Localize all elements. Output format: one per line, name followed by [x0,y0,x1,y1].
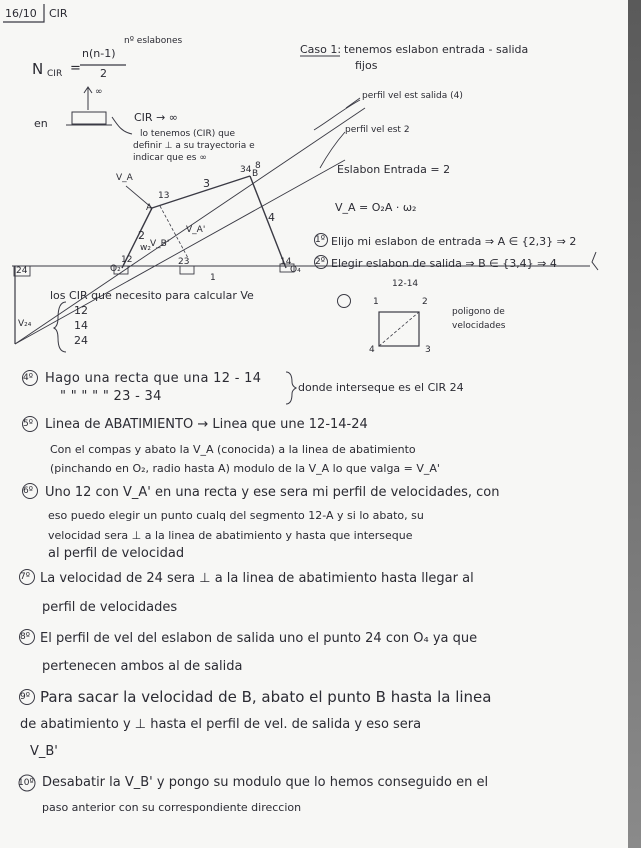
formula-equals: = [70,61,81,76]
cir-item-24: 24 [74,334,88,347]
slider-explanation-1: lo tenemos (CIR) que [140,129,236,139]
formula-lhs-sub: CIR [47,69,63,79]
label-n34: 34 [240,165,252,175]
note-eslabon-entrada: Eslabon Entrada = 2 [337,163,451,176]
polygon-corner-4: 4 [369,345,375,355]
step2-number: 2º [315,257,325,267]
polygon-caption-2: velocidades [452,321,506,331]
label-w2: w₂ [140,243,151,253]
slider-cir-label: CIR → ∞ [134,111,178,124]
label-o2: O₂ [110,264,121,274]
step5-line-1: Linea de ABATIMIENTO → Linea que une 12-14-24 [45,417,368,432]
label-n23: 23 [178,257,190,267]
step8-number: 8º [20,632,30,642]
note-perfil-salida: perfil vel est salida (4) [362,91,463,101]
step5-line-2: Con el compas y abato la V_A (conocida) a la linea de abatimiento [50,443,416,456]
label-vb-prime: V_B' [150,239,170,249]
label-va-prime: V_A' [186,225,206,235]
cir-caption: los CIR que necesito para calcular Ve [50,289,254,302]
formula-denominator: 2 [100,67,107,80]
step10-number: 10º [18,778,34,788]
step6-number: 6º [23,486,33,496]
step9-line-1: Para sacar la velocidad de B, abato el punto B hasta la linea [40,688,492,706]
label-n13: 13 [158,191,170,201]
label-n24: 24 [16,266,28,276]
case-text-2: fijos [355,59,378,72]
label-n8: 8 [255,161,261,171]
label-12-14: 12-14 [392,279,419,289]
formula-numerator: n(n-1) [82,47,116,60]
step4-line-2: " " " " " 23 - 34 [60,389,162,404]
step9-number: 9º [20,692,30,702]
step6-line-2: eso puedo elegir un punto cualq del segmento 12-A y si lo abato, su [48,509,424,522]
step9-line-2: de abatimiento y ⊥ hasta el perfil de vel. de salida y eso sera [20,717,422,732]
label-b: B [252,169,259,179]
step10-line-1: Desabatir la V_B' y pongo su modulo que lo hemos conseguido en el [42,775,489,790]
label-link3: 3 [203,177,210,190]
label-o4: O₄ [290,265,301,275]
step8-line-2: pertenecen ambos al de salida [42,659,243,674]
slider-arrow-label: ∞ [95,87,103,97]
label-n12: 12 [121,255,133,265]
step6-line-1: Uno 12 con V_A' en una recta y ese sera mi perfil de velocidades, con [45,485,500,500]
slider-explanation-3: indicar que es ∞ [133,153,207,163]
note-date: 16/10 [5,7,37,20]
slider-explanation-2: definir ⊥ a su trayectoria e [133,141,255,151]
label-v24: V₂₄ [18,319,32,329]
step4-line-1: Hago una recta que una 12 - 14 [45,371,262,386]
step5-number: 5º [23,419,33,429]
step1-text: Elijo mi eslabon de entrada ⇒ A ∈ {2,3} ⇒ 2 [331,235,577,248]
note-topic: CIR [49,7,68,20]
step7-line-1: La velocidad de 24 sera ⊥ a la linea de abatimiento hasta llegar al [40,571,474,586]
cir-item-12: 12 [74,304,88,317]
note-perfil-2: perfil vel est 2 [345,125,410,135]
step4-brace-text: donde interseque es el CIR 24 [298,381,464,394]
step1-number: 1º [315,235,325,245]
step6-line-4: al perfil de velocidad [48,546,185,561]
formula-note: nº eslabones [124,36,183,46]
label-link4: 4 [268,211,275,224]
step5-line-3: (pinchando en O₂, radio hasta A) modulo de la V_A lo que valga = V_A' [50,462,440,475]
label-va: V_A [116,173,133,183]
label-link2: 2 [138,229,145,242]
case-text-1: tenemos eslabon entrada - salida [344,43,529,56]
polygon-corner-3: 3 [425,345,431,355]
step9-line-3: V_B' [30,744,58,759]
slider-en-label: en [34,117,48,130]
case-title: Caso 1: [300,43,342,56]
step4-number: 4º [23,373,33,383]
step2-text: Elegir eslabon de salida ⇒ B ∈ {3,4} ⇒ 4 [331,257,557,270]
label-n14: 14 [280,257,292,267]
polygon-caption-1: poligono de [452,307,505,317]
cir-item-14: 14 [74,319,88,332]
step6-line-3: velocidad sera ⊥ a la linea de abatimiento y hasta que interseque [48,529,413,542]
label-nA: A [146,203,153,213]
step10-line-2: paso anterior con su correspondiente direccion [42,801,302,814]
step7-number: 7º [20,572,30,582]
step8-line-1: El perfil de vel del eslabon de salida uno el punto 24 con O₄ ya que [40,631,478,646]
note-va-formula: V_A = O₂A · ω₂ [335,201,417,214]
step7-line-2: perfil de velocidades [42,600,178,615]
polygon-corner-2: 2 [422,297,428,307]
polygon-corner-1: 1 [373,297,379,307]
label-link1: 1 [210,273,216,283]
formula-lhs: N [32,60,44,78]
